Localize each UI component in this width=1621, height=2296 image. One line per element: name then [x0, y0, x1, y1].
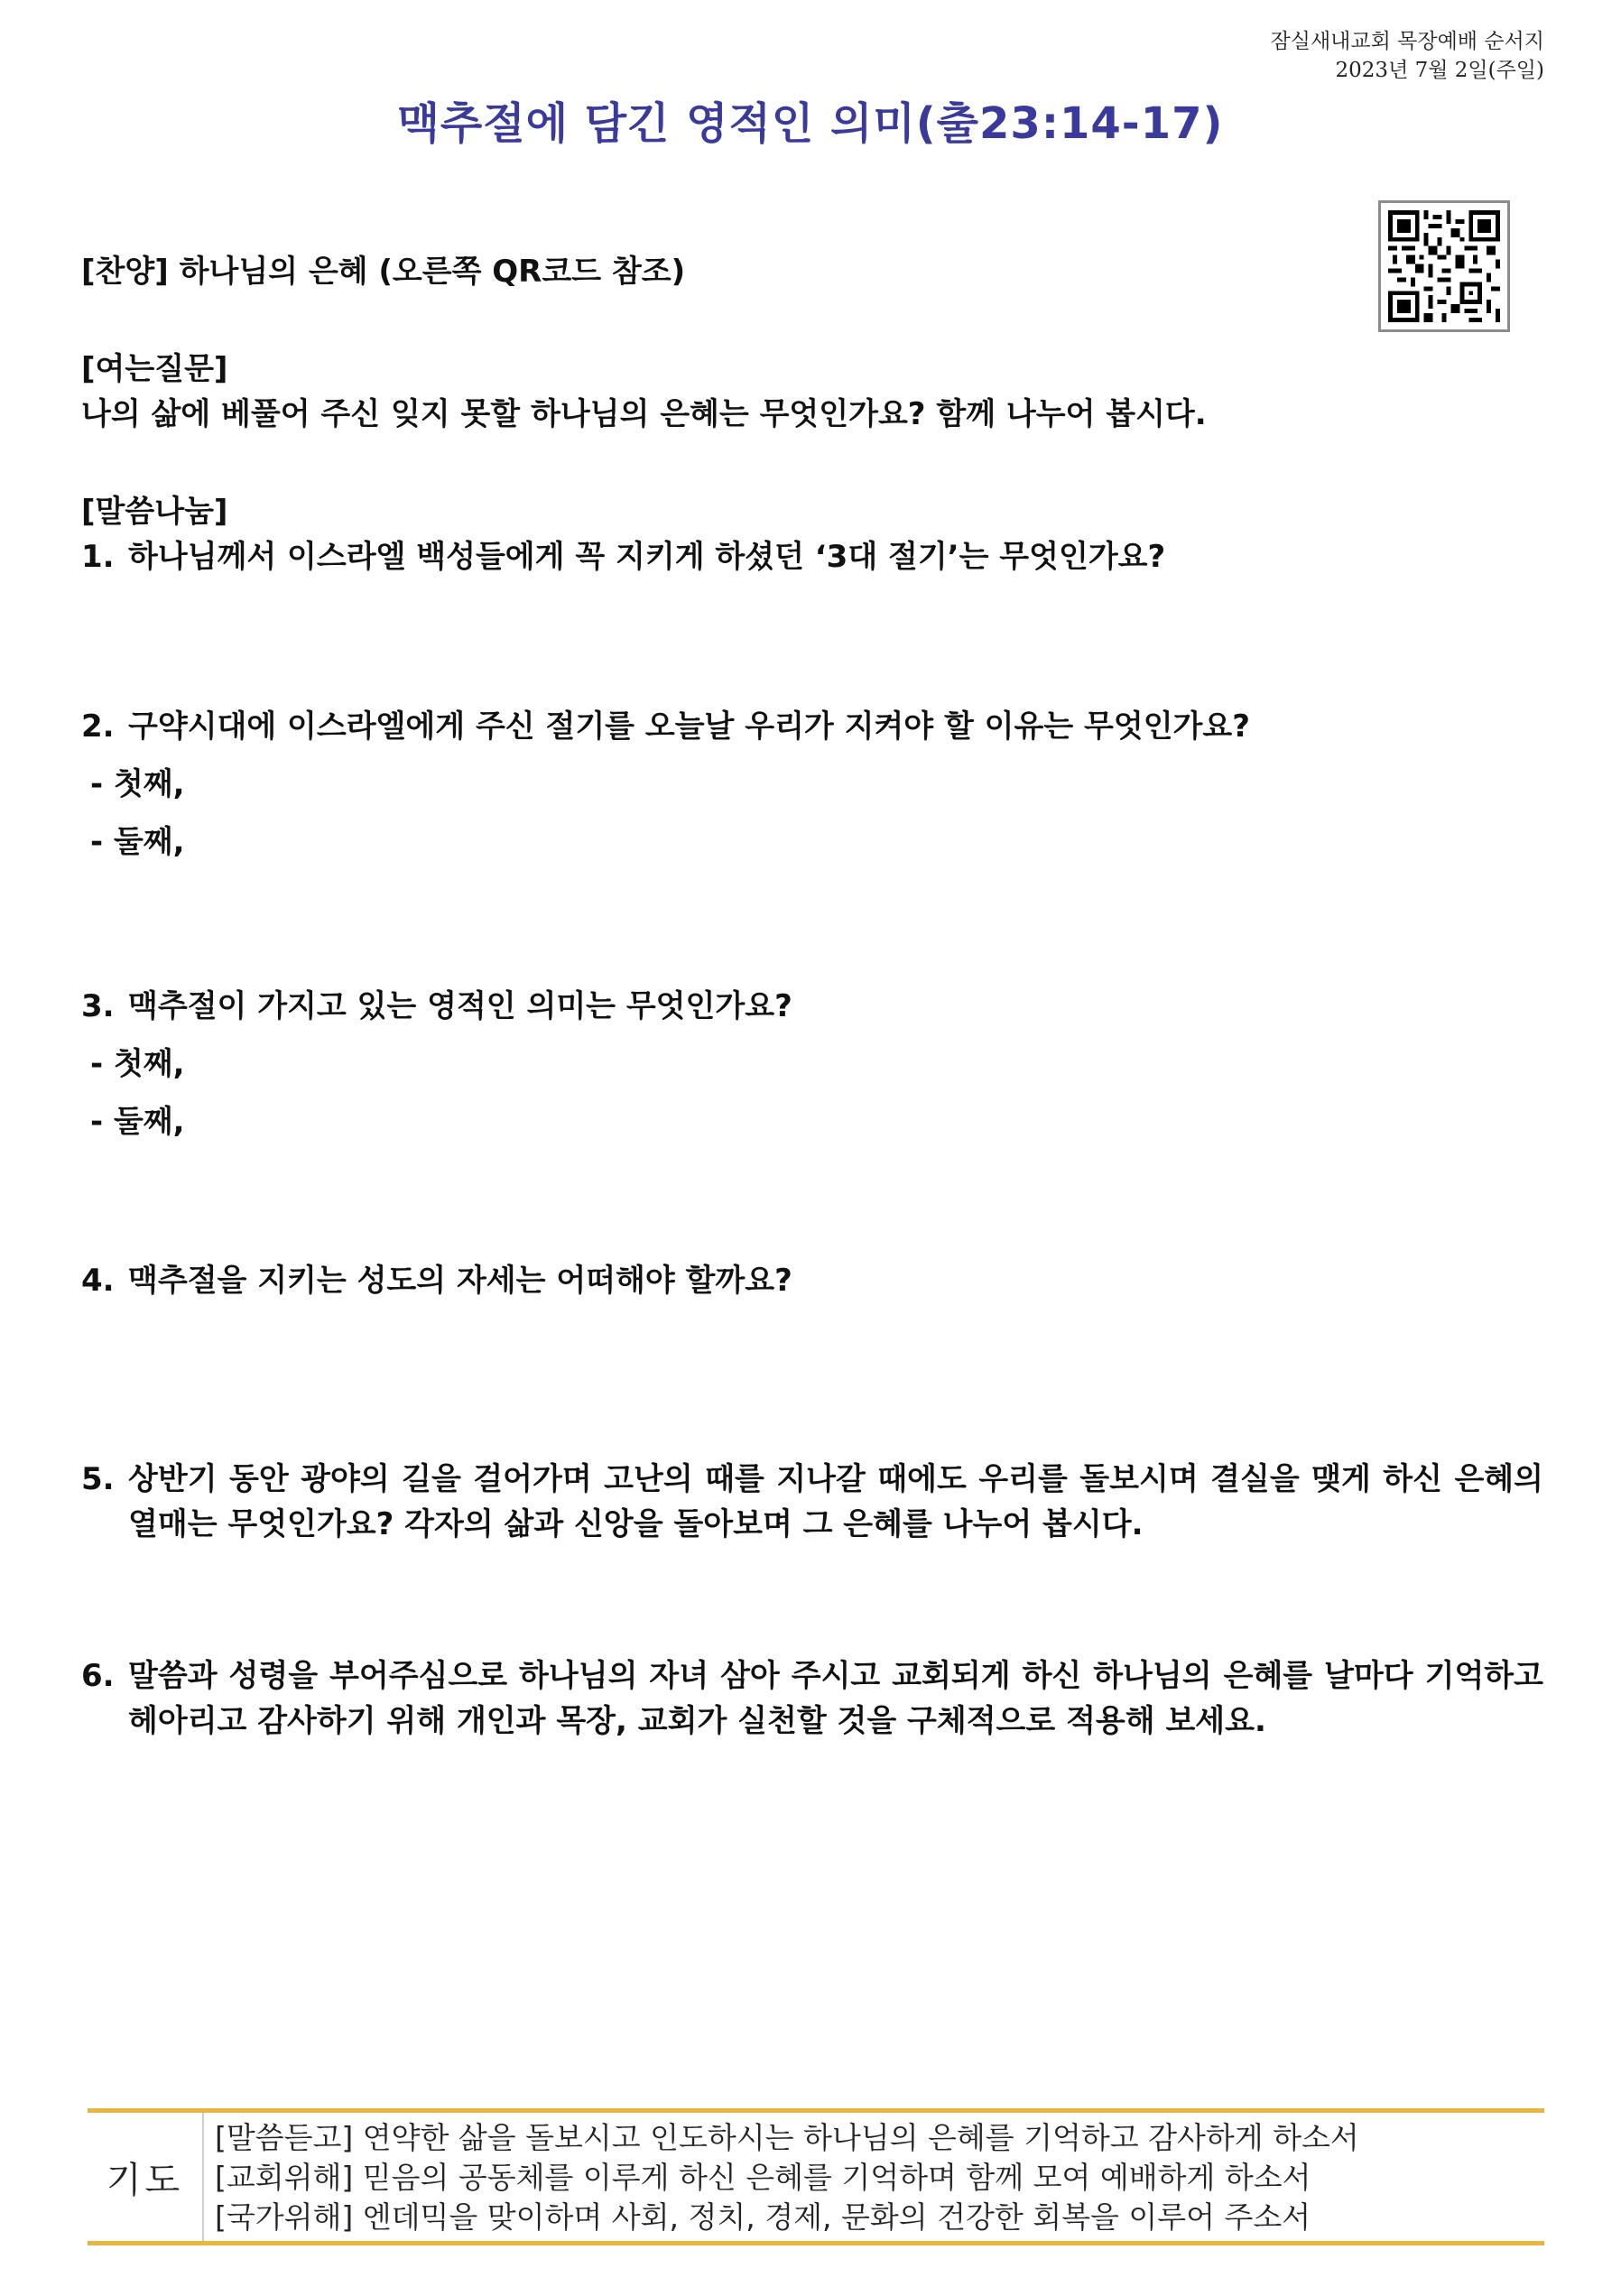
header-meta [1271, 27, 1544, 85]
prayer-label: 기도 [88, 2113, 204, 2241]
question-text: 상반기 동안 광야의 길을 걸어가며 고난의 때를 지나갈 때에도 우리를 돌보시며 결실을 맺게 하신 은혜의 열매는 무엇인가요? 각자의 삶과 신앙을 돌아보며 그 은혜를 나누어 봅시다. [128, 1461, 1543, 1542]
sharing-section-label: [말씀나눔] [81, 494, 228, 530]
question-number: 5. [81, 1461, 115, 1497]
question-number: 4. [81, 1263, 115, 1299]
question-6 [81, 1653, 1543, 1744]
answer-second: - 둘째, [90, 824, 185, 860]
prayer-box [88, 2108, 1544, 2245]
opening-question-text: 나의 삶에 베풀어 주신 잊지 못할 하나님의 은혜는 무엇인가요? 함께 나누어 봅시다. [81, 396, 1207, 432]
question-number: 3. [81, 988, 115, 1024]
question-text: 하나님께서 이스라엘 백성들에게 꼭 지키게 하셨던 ‘3대 절기’는 무엇인가요? [128, 539, 1166, 575]
hymn-section [81, 249, 1543, 294]
question-number: 1. [81, 539, 115, 575]
question-text: 맥추절을 지키는 성도의 자세는 어떠해야 할까요? [128, 1263, 792, 1299]
prayer-lines [204, 2113, 1544, 2241]
answer-first: - 첫째, [90, 1046, 185, 1082]
question-4 [81, 1258, 1543, 1303]
question-5 [81, 1457, 1543, 1547]
opening-question-label: [여는질문] [81, 351, 228, 387]
question-text: 맥추절이 가지고 있는 영적인 의미는 무엇인가요? [128, 988, 792, 1024]
worship-order-content [81, 249, 1543, 1744]
question-3 [81, 984, 1543, 1029]
answer-second: - 둘째, [90, 1104, 185, 1140]
hymn-text: 하나님의 은혜 (오른쪽 QR코드 참조) [179, 254, 686, 290]
prayer-line-church: [교회위해] 믿음의 공동체를 이루게 하신 은혜를 기억하며 함께 모여 예배하게 하소서 [215, 2160, 1311, 2195]
service-date: 2023년 7월 2일(주일) [1335, 59, 1544, 82]
question-2 [81, 704, 1543, 749]
prayer-line-word: [말씀듣고] 연약한 삶을 돌보시고 인도하시는 하나님의 은혜를 기억하고 감사하게 하소서 [215, 2120, 1359, 2155]
page-title: 맥추절에 담긴 영적인 의미(출23:14-17) [397, 98, 1224, 149]
question-text: 말씀과 성령을 부어주심으로 하나님의 자녀 삼아 주시고 교회되게 하신 하나님의 은혜를 날마다 기억하고 헤아리고 감사하기 위해 개인과 목장, 교회가 실천할 것을 구체적으로 적용해 보세요. [128, 1658, 1543, 1739]
question-number: 2. [81, 708, 115, 745]
answer-first: - 첫째, [90, 766, 185, 802]
church-service-name: 잠실새내교회 목장예배 순서지 [1270, 30, 1544, 53]
question-number: 6. [81, 1658, 115, 1694]
prayer-line-nation: [국가위해] 엔데믹을 맞이하며 사회, 정치, 경제, 문화의 건강한 회복을 이루어 주소서 [215, 2199, 1311, 2235]
question-1 [81, 534, 1543, 579]
hymn-label: [찬양] [81, 254, 169, 290]
question-text: 구약시대에 이스라엘에게 주신 절기를 오늘날 우리가 지켜야 할 이유는 무엇인가요? [128, 708, 1250, 745]
